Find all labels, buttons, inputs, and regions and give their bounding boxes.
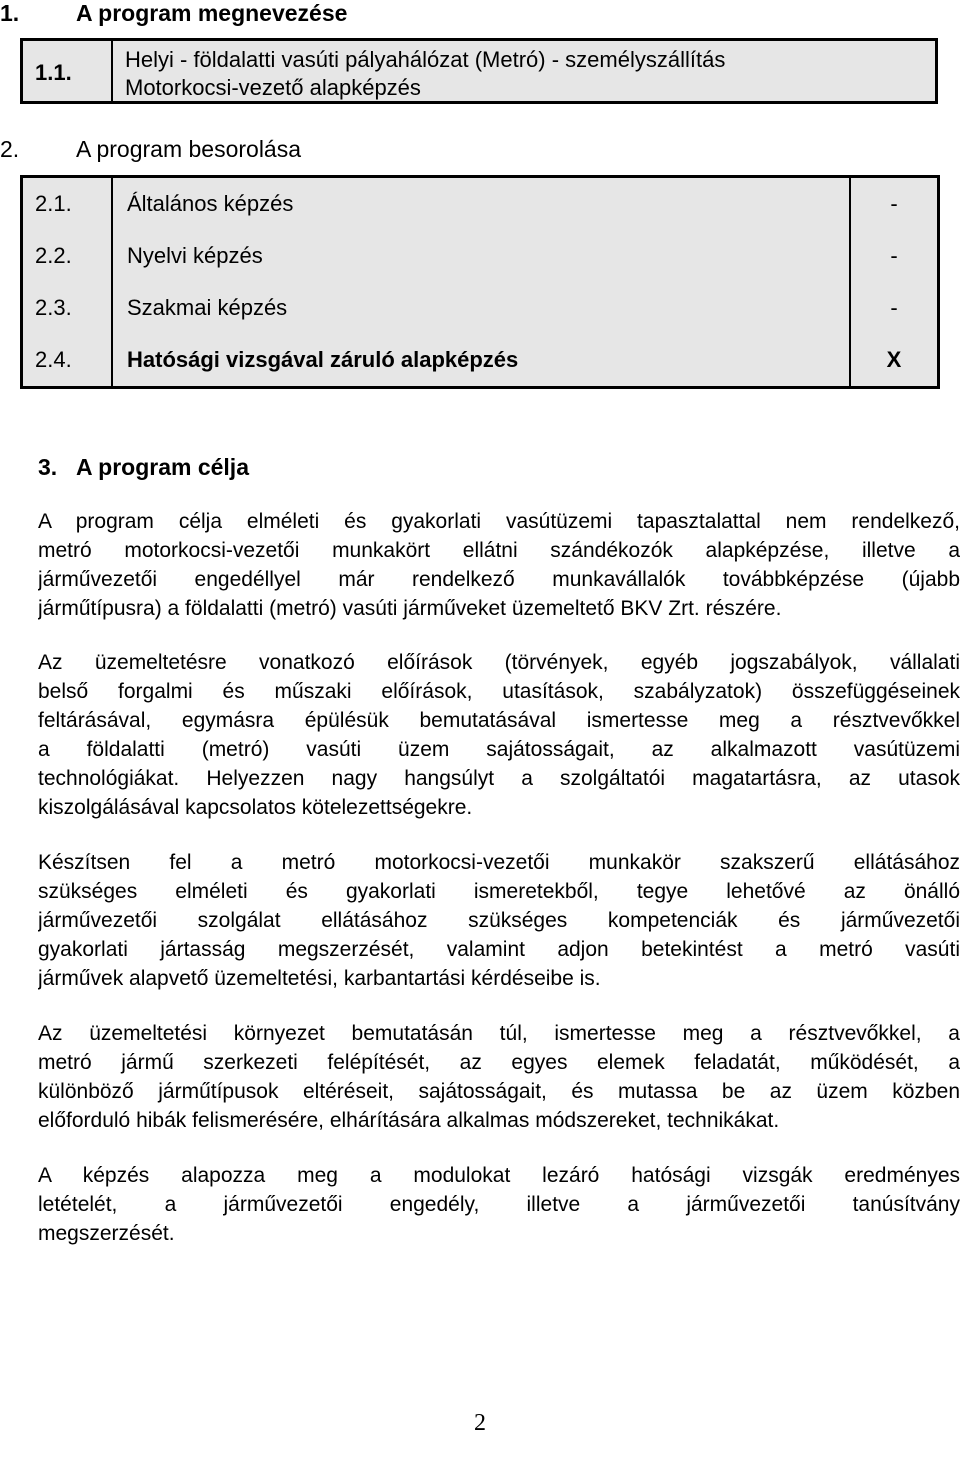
paragraph-line: gyakorlati jártasság megszerzését, valamint adjon betekintést a metró vasúti [38,938,960,961]
program-name-number: 1.1. [35,60,72,85]
row-number: 2.2. [35,243,72,268]
paragraph-line: a földalatti (metró) vasúti üzem sajátosságait, az alkalmazott vasútüzemi [38,738,960,761]
paragraph-line: járművek alapvető üzemeltetési, karbantartási kérdéseibe is. [38,967,601,990]
row-label: Általános képzés [127,191,294,216]
paragraph-line: A képzés alapozza meg a modulokat lezáró hatósági vizsgák eredményes [38,1164,960,1187]
paragraph-line: belső forgalmi és műszaki előírások, utasítások, szabályzatok) összefüggéseinek [38,680,960,703]
paragraph [38,1161,960,1248]
program-name-line-2: Motorkocsi-vezető alapképzés [125,75,421,100]
paragraph [38,648,960,822]
paragraph-line: megszerzését. [38,1222,175,1245]
paragraph-line: járművezetői engedéllyel már rendelkező munkavállalók továbbképzése (újabb [38,568,960,591]
paragraph-line: letételét, a járművezetői engedély, illetve a járművezetői tanúsítvány [38,1193,960,1216]
row-value: - [890,243,898,268]
row-label: Szakmai képzés [127,295,288,320]
program-name-table [20,38,938,104]
paragraph-line: technológiákat. Helyezzen nagy hangsúlyt a szolgáltatói magatartásra, az utasok [38,767,960,790]
paragraph-line: A program célja elméleti és gyakorlati vasútüzemi tapasztalattal nem rendelkező, [38,510,960,533]
paragraph-line: járművezetői szolgálat ellátásához szükséges kompetenciák és járművezetői [38,909,960,932]
paragraph-line: feltárásával, egymásra épülésük bemutatásával ismertesse meg a résztvevőkkel [38,709,960,732]
paragraph-line: különböző járműtípusok eltéréseit, sajátosságait, és mutassa be az üzem közben [38,1080,960,1103]
paragraph [38,1019,960,1135]
section-number: 3. [38,454,58,480]
program-name-cell [125,46,725,102]
row-label: Hatósági vizsgával záruló alapképzés [127,347,519,372]
paragraph-line: Készítsen fel a metró motorkocsi-vezetői munkakör szakszerű ellátásához [38,851,960,874]
paragraph-line: előforduló hibák felismerésére, elhárítására alkalmas módszereket, technikákat. [38,1109,780,1132]
section-1-heading [0,0,960,26]
row-number: 2.1. [35,191,72,216]
section-number: 2. [0,136,20,162]
paragraph-line: járműtípusra) a földalatti (metró) vasúti járműveket üzemeltető BKV Zrt. részére. [38,597,782,620]
program-name-line-1: Helyi - földalatti vasúti pályahálózat (Metró) - személyszállítás [125,47,726,72]
classification-row [23,334,937,386]
row-value: - [890,191,898,216]
paragraph-line: Az üzemeltetési környezet bemutatásán túl, ismertesse meg a résztvevőkkel, a [38,1022,960,1045]
section-number: 1. [0,0,20,26]
section-title: A program besorolása [76,136,302,162]
section-2-heading [0,136,960,162]
paragraph-line: metró jármű szerkezeti felépítését, az egyes elemek feladatát, működését, a [38,1051,960,1074]
classification-row [23,230,937,282]
classification-table [20,175,940,389]
page-number: 2 [474,1410,486,1436]
paragraph-line: kiszolgálásával kapcsolatos kötelezettségekre. [38,796,473,819]
paragraph [38,848,960,993]
paragraph-line: Az üzemeltetésre vonatkozó előírások (törvények, egyéb jogszabályok, vállalati [38,651,960,674]
paragraph-line: metró motorkocsi-vezetői munkakört ellátni szándékozók alapképzése, illetve a [38,539,960,562]
section-title: A program célja [76,454,249,480]
row-label: Nyelvi képzés [127,243,263,268]
classification-row [23,282,937,334]
classification-row [23,178,937,230]
section-title: A program megnevezése [76,0,348,26]
paragraph [38,507,960,623]
paragraph-line: szükséges elméleti és gyakorlati ismeretekből, tegye lehetővé az önálló [38,880,960,903]
row-number: 2.4. [35,347,72,372]
row-value: X [886,347,902,372]
table-divider [111,41,113,101]
section-3-heading [0,454,960,480]
row-value: - [890,295,898,320]
row-number: 2.3. [35,295,72,320]
